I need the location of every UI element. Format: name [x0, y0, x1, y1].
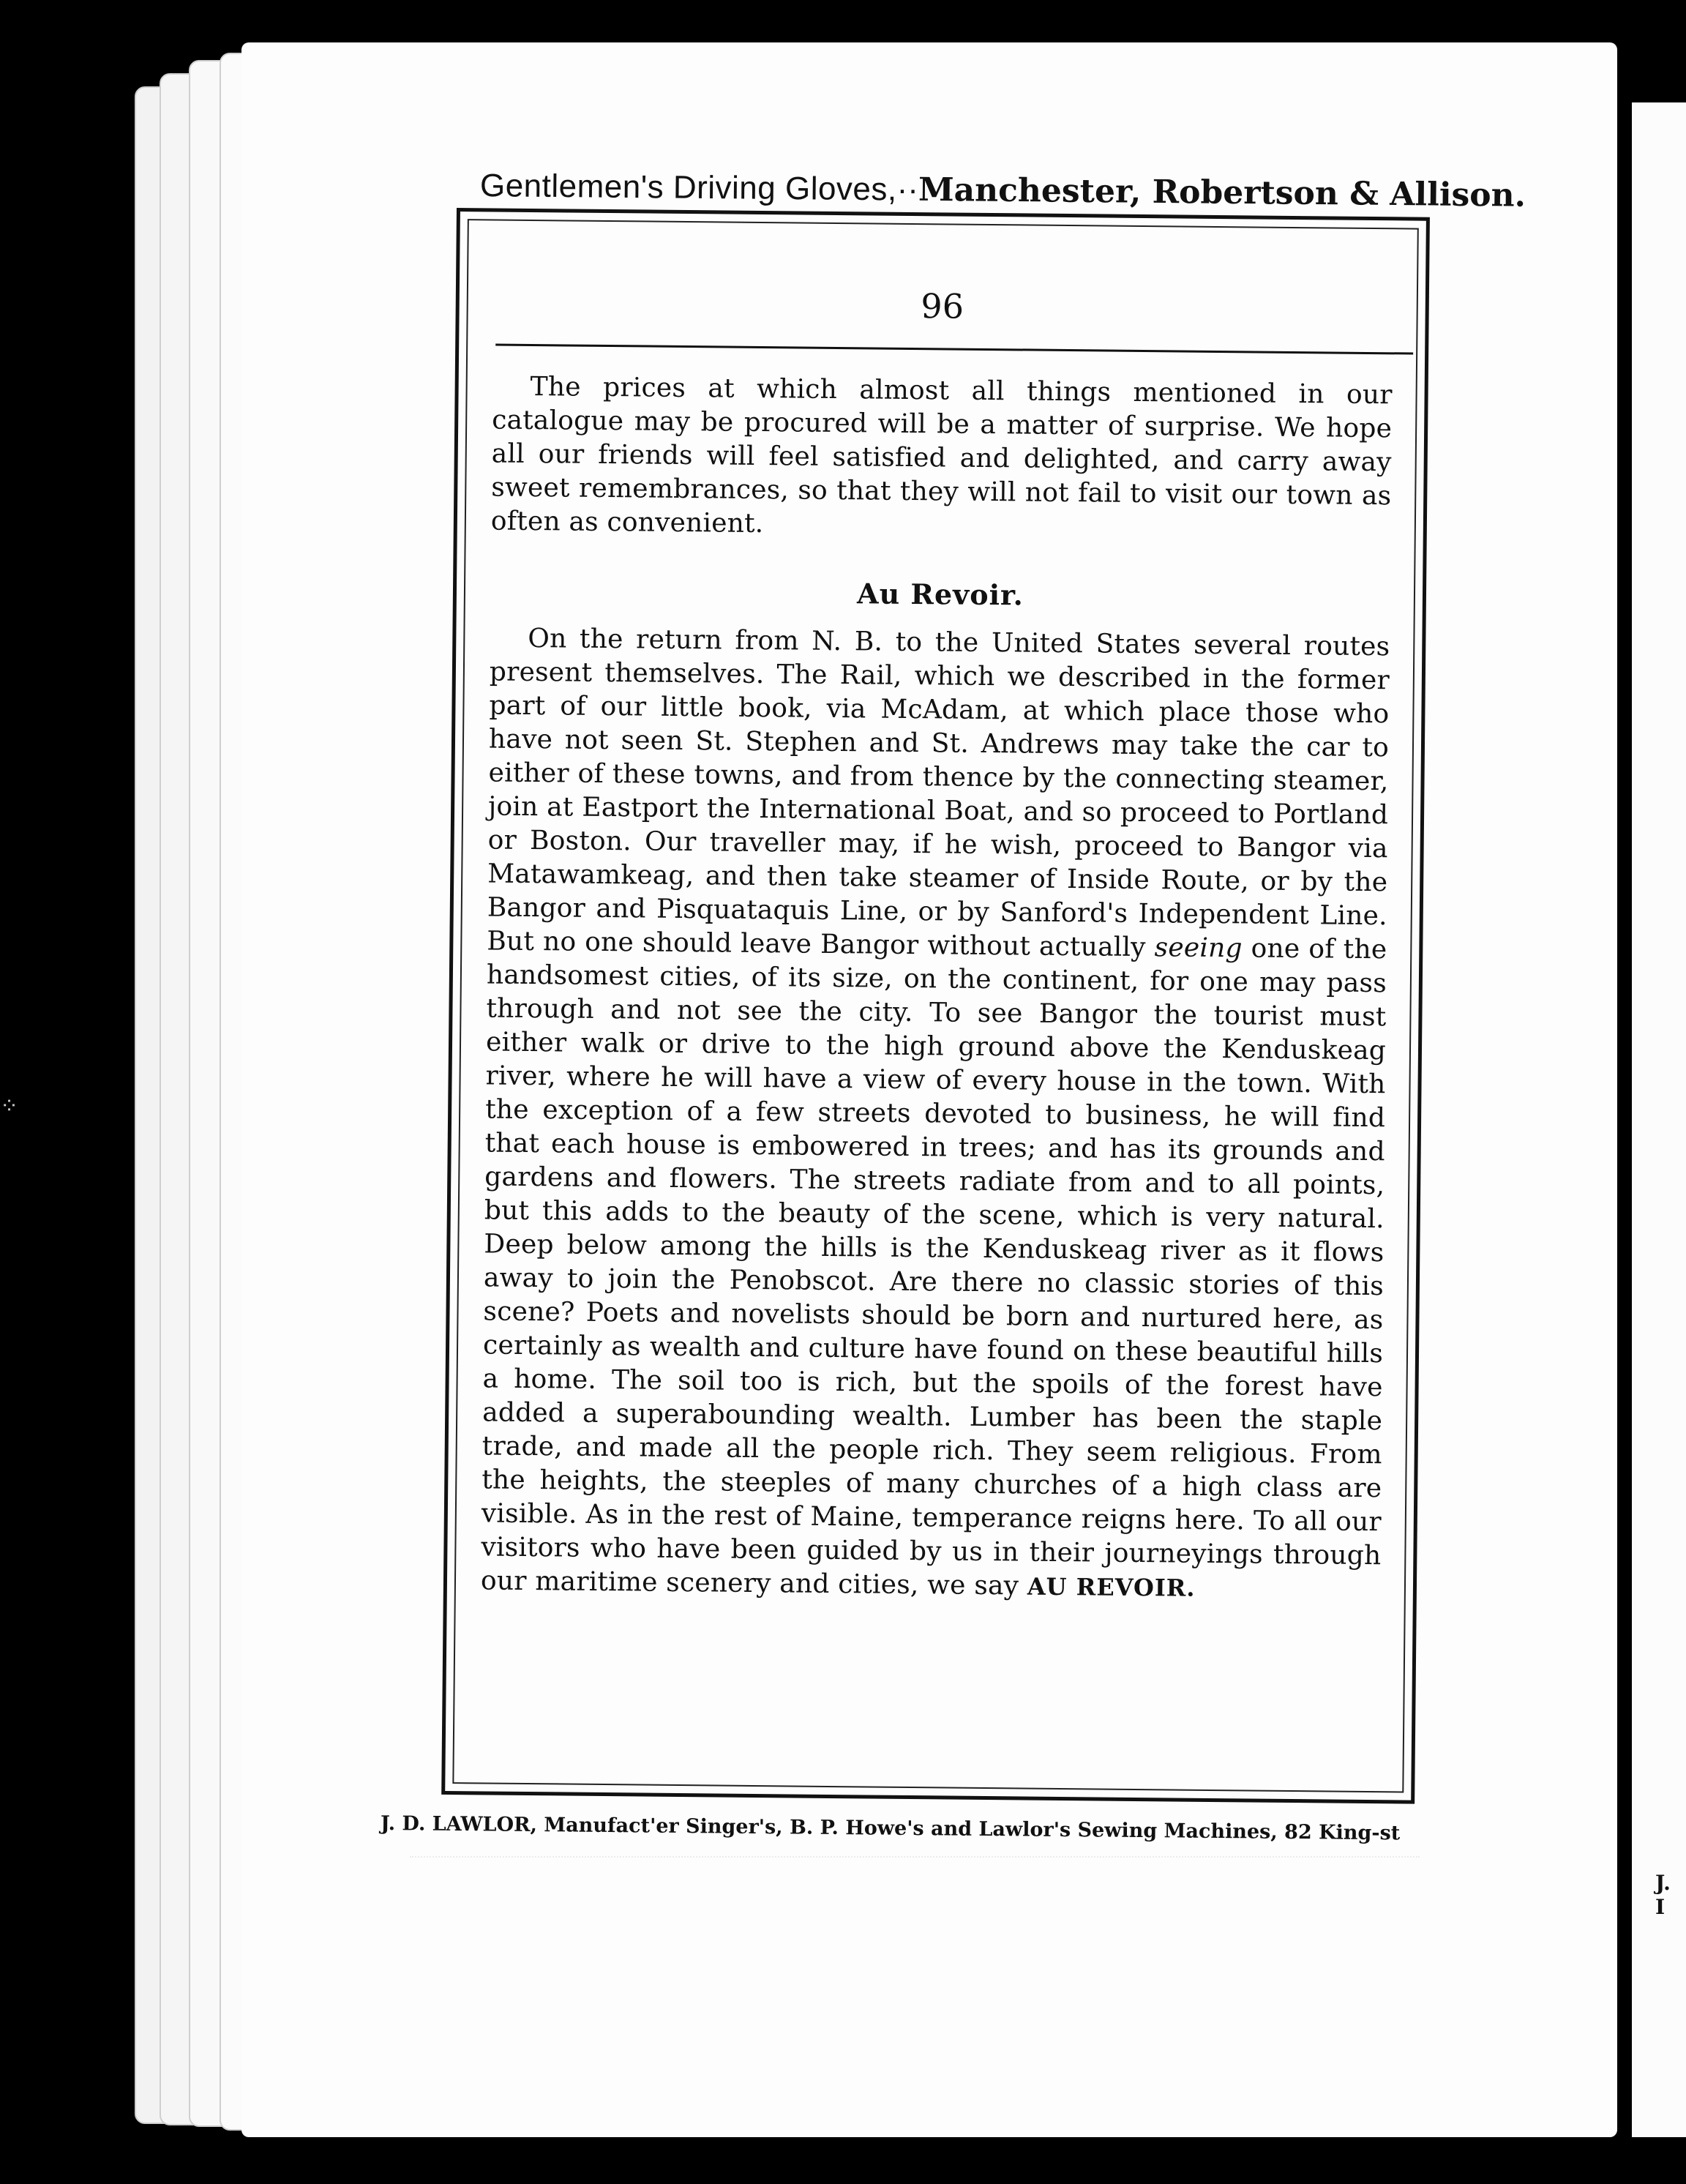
header-advert-lead: Gentlemen's Driving Gloves, [479, 168, 897, 208]
header-advert-leader: ·· [896, 171, 919, 208]
facing-page-fragment: J. I [1655, 1871, 1671, 1919]
main-paragraph [481, 621, 1390, 1607]
section-title: Au Revoir. [856, 577, 1024, 612]
page-number: 96 [921, 286, 964, 326]
scan-speck: ⁘ [0, 1093, 19, 1119]
text-frame [441, 208, 1430, 1804]
header-advert-firm: Manchester, Robertson & Allison. [918, 171, 1526, 214]
body-text [481, 370, 1393, 1607]
faded-bleed-through [410, 1856, 1420, 1865]
intro-paragraph: The prices at which almost all things mentioned in our catalogue may be procured will be a matter of surprise. We hope all our friends will feel satisfied and delighted, and carry away sweet remembrances, so that they will not fail to visit our town as often as convenient. [490, 371, 1393, 539]
emphasized-word: seeing [1154, 932, 1243, 964]
footer-advert: J. D. LAWLOR, Manufact'er Singer's, B. P. Howe's and Lawlor's Sewing Machines, 82 King-st [380, 1812, 1401, 1845]
closing-phrase: AU REVOIR. [1027, 1572, 1196, 1602]
main-paragraph-text-continued: one of the handsomest cities, of its size, on the continent, for one may pass through and not see the city. To see Bangor the tourist must either walk or drive to the high ground above the Kenduskeag river, where he will have a view of every house in the town. With the exception of a few streets devoted to business, he will find that each house is embowered in trees; and has its grounds and gardens and flowers. The streets radiate from and to all points, but this adds to the beauty of the scene, which is very natural. Deep below among the hills is the Kenduskeag river as it flows away to join the Penobscot. Are there no classic stories of this scene? Poets and novelists should be born and nurtured here, as certainly as wealth and culture have found on these beautiful hills a home. The soil too is rich, but the spoils of the forest have added a superabounding wealth. Lumber has been the staple trade, and made all the people rich. They seem religious. From the heights, the steeples of many churches of a high class are visible. As in the rest of Maine, temperance reigns here. To all our visitors who have been guided by us in their journeyings through our maritime scenery and cities, we say [480, 933, 1387, 1601]
main-paragraph-text: On the return from N. B. to the United States several routes present themselves. The Rail, which we described in the former part of our little book, via McAdam, at which place those who have not seen St. Stephen and St. Andrews may take the car to either of these towns, and from thence by the connecting steamer, join at Eastport the International Boat, and so proceed to Portland or Boston. Our traveller may, if he wish, proceed to Bangor via Matawamkeag, and then take steamer of Inside Route, or by the Bangor and Pisquataquis Line, or by Sanford's Independent Line. But no one should leave Bangor without actually [487, 623, 1390, 963]
facing-page [1622, 102, 1686, 2137]
